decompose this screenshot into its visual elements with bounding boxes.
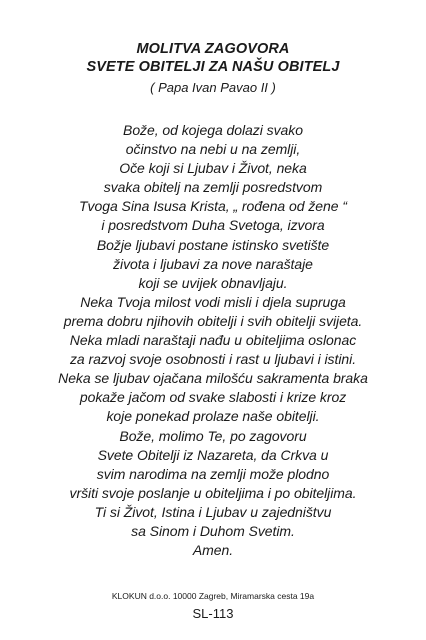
prayer-line: Neka se ljubav ojačana milošću sakramenta braka <box>58 370 368 387</box>
product-code: SL-113 <box>192 606 234 621</box>
prayer-line: pokaže jačom od svake slabosti i krize kroz <box>79 389 347 406</box>
title-line-1: MOLITVA ZAGOVORA <box>136 41 290 57</box>
prayer-line: života i ljubavi za nove naraštaje <box>113 255 313 272</box>
prayer-line: koje ponekad prolaze naše obitelji. <box>106 408 320 425</box>
prayer-title <box>0 40 426 76</box>
prayer-line: Svete Obitelji iz Nazareta, da Crkva u <box>97 446 329 463</box>
title-line-2: SVETE OBITELJI ZA NAŠU OBITELJ <box>86 59 340 75</box>
prayer-line: Amen. <box>192 542 234 559</box>
prayer-line: očinstvo na nebi u na zemlji, <box>125 141 301 158</box>
prayer-line: svim narodima na zemlji može plodno <box>96 465 330 482</box>
prayer-body <box>0 121 426 560</box>
prayer-line: Ti si Život, Istina i Ljubav u zajedništvu <box>94 503 332 520</box>
prayer-line: svaka obitelj na zemlji posredstvom <box>103 179 323 196</box>
prayer-line: za razvoj svoje osobnosti i rast u ljubavi i istini. <box>69 351 357 368</box>
prayer-line: koji se uvijek obnavljaju. <box>138 274 288 291</box>
prayer-line: Oče koji si Ljubav i Život, neka <box>119 160 307 177</box>
prayer-line: Neka Tvoja milost vodi misli i djela supruga <box>80 293 346 310</box>
prayer-line: prema dobru njihovih obitelji i svih obitelji svijeta. <box>63 312 363 329</box>
prayer-author: ( Papa Ivan Pavao II ) <box>150 80 276 95</box>
prayer-line: Neka mladi naraštaji nađu u obiteljima oslonac <box>69 332 357 349</box>
prayer-line: i posredstvom Duha Svetoga, izvora <box>101 217 325 234</box>
prayer-line: sa Sinom i Duhom Svetim. <box>131 522 295 539</box>
prayer-line: vršiti svoje poslanje u obiteljima i po obiteljima. <box>69 484 357 501</box>
prayer-line: Bože, od kojega dolazi svako <box>123 122 303 138</box>
publisher-info: KLOKUN d.o.o. 10000 Zagreb, Miramarska cesta 19a <box>111 591 315 601</box>
prayer-line: Bože, molimo Te, po zagovoru <box>119 427 307 444</box>
prayer-line: Božje ljubavi postane istinsko svetište <box>96 236 330 253</box>
prayer-line: Tvoga Sina Isusa Krista, „ rođena od žene “ <box>79 198 347 215</box>
